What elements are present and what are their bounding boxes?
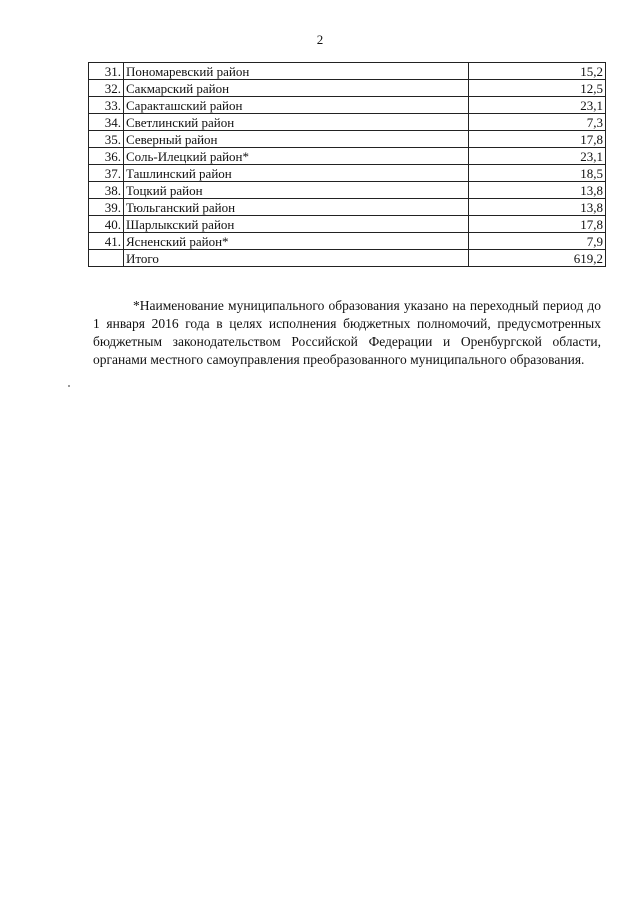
table-row (89, 97, 606, 114)
district-name: Итого (124, 250, 469, 267)
district-value: 23,1 (469, 148, 606, 165)
district-name: Соль-Илецкий район* (124, 148, 469, 165)
district-value: 15,2 (469, 63, 606, 80)
table-row (89, 233, 606, 250)
row-number: 36. (89, 148, 124, 165)
district-name: Сакмарский район (124, 80, 469, 97)
row-number: 39. (89, 199, 124, 216)
table-row (89, 63, 606, 80)
district-value: 7,3 (469, 114, 606, 131)
row-number: 31. (89, 63, 124, 80)
district-value: 23,1 (469, 97, 606, 114)
footnote-text: *Наименование муниципального образования указано на переходный период до 1 января 2016 года в целях исполнения бюджетных полномочий, предусмотренных бюджетным законодательством Российской Федерации и Оренбургской области, органами местного самоуправления преобразованного муниципального образования. (93, 298, 601, 367)
district-value: 13,8 (469, 182, 606, 199)
district-table (88, 62, 606, 267)
district-value: 17,8 (469, 131, 606, 148)
table-row (89, 216, 606, 233)
district-value: 13,8 (469, 199, 606, 216)
district-name: Шарлыкский район (124, 216, 469, 233)
row-number: 41. (89, 233, 124, 250)
table-row (89, 148, 606, 165)
table-row (89, 131, 606, 148)
table-row (89, 182, 606, 199)
row-number (89, 250, 124, 267)
scan-speck (68, 385, 70, 387)
table-row (89, 165, 606, 182)
district-name: Тюльганский район (124, 199, 469, 216)
table-row (89, 114, 606, 131)
row-number: 34. (89, 114, 124, 131)
row-number: 35. (89, 131, 124, 148)
row-number: 40. (89, 216, 124, 233)
district-value: 7,9 (469, 233, 606, 250)
district-name: Ясненский район* (124, 233, 469, 250)
district-name: Северный район (124, 131, 469, 148)
table-row (89, 80, 606, 97)
row-number: 38. (89, 182, 124, 199)
row-number: 33. (89, 97, 124, 114)
district-value: 18,5 (469, 165, 606, 182)
district-value: 12,5 (469, 80, 606, 97)
district-name: Пономаревский район (124, 63, 469, 80)
district-name: Светлинский район (124, 114, 469, 131)
row-number: 32. (89, 80, 124, 97)
table-total-row (89, 250, 606, 267)
table-row (89, 199, 606, 216)
district-name: Тоцкий район (124, 182, 469, 199)
district-name: Ташлинский район (124, 165, 469, 182)
district-name: Саракташский район (124, 97, 469, 114)
district-value: 17,8 (469, 216, 606, 233)
row-number: 37. (89, 165, 124, 182)
footnote (93, 297, 601, 369)
district-table-body (89, 63, 606, 267)
district-value: 619,2 (469, 250, 606, 267)
page-number: 2 (316, 32, 324, 47)
